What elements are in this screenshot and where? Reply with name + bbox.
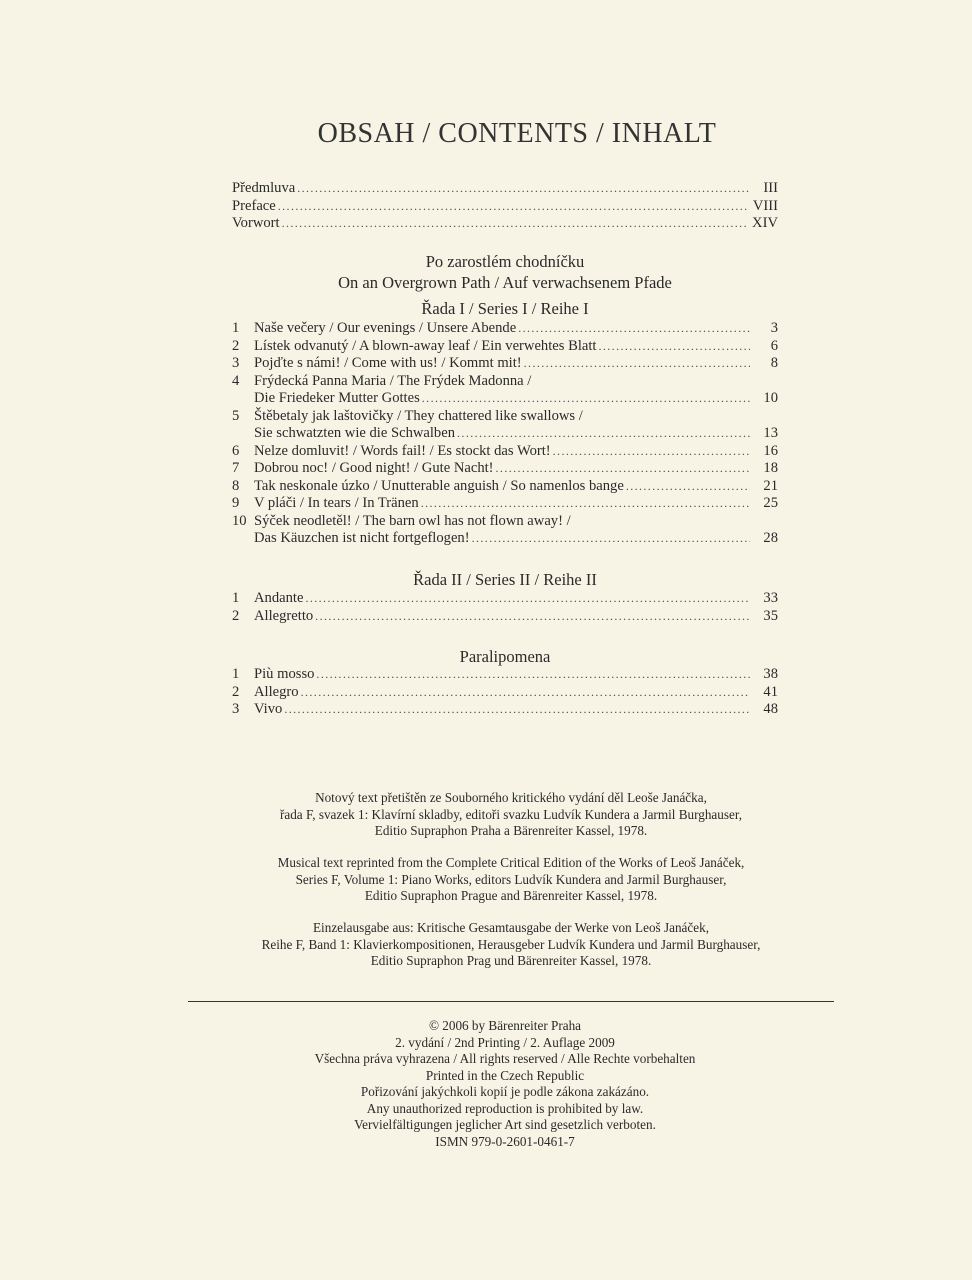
- entry-page: 25: [763, 495, 778, 511]
- note-line: Musical text reprinted from the Complete Critical Edition of the Works of Leoš Janáček,: [277, 855, 745, 870]
- entry-title: Allegro: [254, 683, 299, 700]
- paralipomena-heading: Paralipomena: [459, 647, 551, 666]
- entry-number: 9: [232, 495, 240, 511]
- entry-page: VIII: [752, 197, 778, 214]
- entry-title: Tak neskonale úzko / Unutterable anguish / So namenlos bange: [254, 477, 624, 494]
- note-line: Editio Supraphon Praha a Bärenreiter Kassel, 1978.: [374, 823, 648, 838]
- toc-entry: [232, 355, 778, 373]
- dot-leader: [457, 426, 750, 441]
- imprint-line: Vervielfältigungen jeglicher Art sind gesetzlich verboten.: [354, 1117, 656, 1132]
- work-title-czech: Po zarostlém chodníčku: [425, 252, 585, 271]
- toc-entry: [232, 495, 778, 513]
- toc-entry: [232, 443, 778, 461]
- imprint-line: Any unauthorized reproduction is prohibited by law.: [366, 1100, 644, 1116]
- dot-leader: [422, 391, 750, 406]
- toc-entry: [232, 684, 778, 702]
- entry-title: Dobrou noc! / Good night! / Gute Nacht!: [254, 460, 494, 476]
- entry-number: 10: [232, 512, 247, 529]
- entry-title: Preface: [232, 197, 276, 214]
- toc-entry: [232, 460, 778, 478]
- toc-entry: [232, 198, 778, 216]
- entry-page: 3: [770, 320, 778, 336]
- dot-leader: [626, 479, 750, 494]
- entry-number: 3: [232, 355, 240, 371]
- entry-number: 2: [232, 683, 240, 700]
- entry-title: Allegretto: [254, 607, 314, 624]
- entry-page: XIV: [752, 215, 778, 231]
- entry-title: Nelze domluvit! / Words fail! / Es stockt das Wort!: [254, 442, 551, 459]
- dot-leader: [316, 667, 750, 682]
- entry-page: 18: [763, 460, 778, 476]
- entry-title: Pojďte s námi! / Come with us! / Kommt mit!: [254, 355, 522, 371]
- entry-title: Più mosso: [254, 666, 315, 682]
- toc-entry-line2: [232, 425, 778, 443]
- imprint-line: ISMN 979-0-2601-0461-7: [435, 1133, 575, 1149]
- edition-note-german: [0, 920, 972, 970]
- dot-leader: [496, 461, 750, 476]
- dot-leader: [305, 591, 750, 606]
- page-title: OBSAH / CONTENTS / INHALT: [317, 118, 717, 149]
- front-matter-list: [232, 180, 778, 233]
- toc-entry: [232, 666, 778, 684]
- entry-title-line1: Štěbetaly jak laštovičky / They chattered like swallows /: [254, 407, 583, 424]
- imprint-line: Všechna práva vyhrazena / All rights reserved / Alle Rechte vorbehalten: [314, 1051, 696, 1066]
- series-2-list: [232, 590, 778, 625]
- edition-note-english: [0, 855, 972, 905]
- entry-title-line1: Sýček neodletěl! / The barn owl has not flown away! /: [254, 512, 571, 529]
- toc-entry: [232, 215, 778, 233]
- entry-number: 1: [232, 590, 240, 606]
- divider-line: [188, 1001, 834, 1002]
- toc-entry: [232, 338, 778, 356]
- entry-page: 33: [763, 590, 778, 606]
- edition-note-czech: [0, 790, 972, 840]
- entry-page: 16: [763, 442, 778, 459]
- toc-entry: [232, 608, 778, 626]
- entry-title: Andante: [254, 590, 304, 606]
- entry-number: 5: [232, 407, 240, 424]
- entry-number: 3: [232, 701, 240, 717]
- dot-leader: [278, 199, 747, 214]
- dot-leader: [284, 702, 750, 717]
- entry-title: Sie schwatzten wie die Schwalben: [254, 425, 456, 441]
- imprint: [0, 1018, 972, 1150]
- entry-page: 41: [763, 683, 778, 700]
- note-line: řada F, svazek 1: Klavírní skladby, editoři svazku Ludvík Kundera a Jarmil Burghauser,: [279, 806, 743, 822]
- imprint-line: Printed in the Czech Republic: [425, 1067, 585, 1083]
- entry-number: 6: [232, 442, 240, 459]
- work-title: [232, 251, 778, 293]
- dot-leader: [553, 444, 750, 459]
- dot-leader: [472, 531, 750, 546]
- toc-entry-line1: [232, 408, 778, 426]
- imprint-line: Pořizování jakýchkoli kopií je podle zákona zakázáno.: [360, 1084, 650, 1099]
- toc-entry: [232, 180, 778, 198]
- entry-number: 2: [232, 337, 240, 354]
- toc-entry: [232, 478, 778, 496]
- toc-entry-line1: [232, 373, 778, 391]
- note-line: Editio Supraphon Prag und Bärenreiter Kassel, 1978.: [370, 953, 652, 968]
- entry-title: V pláči / In tears / In Tränen: [254, 495, 419, 511]
- entry-number: 2: [232, 607, 240, 624]
- entry-page: 28: [763, 530, 778, 546]
- dot-leader: [421, 496, 750, 511]
- toc-entry: [232, 590, 778, 608]
- series-2-heading: Řada II / Series II / Reihe II: [413, 570, 597, 589]
- dot-leader: [598, 339, 750, 354]
- entry-title-line1: Frýdecká Panna Maria / The Frýdek Madonna /: [254, 372, 532, 389]
- entry-title: Vivo: [254, 701, 283, 717]
- entry-title: Das Käuzchen ist nicht fortgeflogen!: [254, 530, 470, 546]
- imprint-line: 2. vydání / 2nd Printing / 2. Auflage 2009: [395, 1034, 615, 1050]
- note-line: Reihe F, Band 1: Klavierkompositionen, Herausgeber Ludvík Kundera und Jarmil Burghauser,: [261, 936, 761, 952]
- entry-page: 6: [770, 337, 778, 354]
- entry-title: Naše večery / Our evenings / Unsere Abende: [254, 320, 517, 336]
- note-line: Editio Supraphon Prague and Bärenreiter Kassel, 1978.: [364, 888, 658, 903]
- entry-page: 21: [763, 477, 778, 494]
- entry-page: 38: [763, 666, 778, 682]
- toc-entry: [232, 701, 778, 719]
- dot-leader: [301, 685, 750, 700]
- note-line: Einzelausgabe aus: Kritische Gesamtausgabe der Werke von Leoš Janáček,: [313, 920, 709, 935]
- dot-leader: [282, 216, 746, 231]
- series-1-list: [232, 320, 778, 548]
- entry-number: 4: [232, 372, 240, 389]
- entry-number: 8: [232, 477, 240, 494]
- entry-page: 8: [770, 355, 778, 371]
- imprint-line: © 2006 by Bärenreiter Praha: [428, 1018, 582, 1033]
- entry-title: Die Friedeker Mutter Gottes: [254, 390, 420, 406]
- work-title-translations: On an Overgrown Path / Auf verwachsenem Pfade: [338, 273, 672, 292]
- dot-leader: [297, 181, 750, 196]
- dot-leader: [524, 356, 750, 371]
- entry-number: 7: [232, 460, 240, 476]
- entry-page: 13: [763, 425, 778, 441]
- paralipomena-list: [232, 666, 778, 719]
- entry-title: Předmluva: [232, 180, 296, 196]
- entry-title: Lístek odvanutý / A blown-away leaf / Ein verwehtes Blatt: [254, 337, 597, 354]
- entry-page: 10: [763, 390, 778, 406]
- dot-leader: [518, 321, 750, 336]
- note-line: Series F, Volume 1: Piano Works, editors Ludvík Kundera and Jarmil Burghauser,: [295, 871, 727, 887]
- entry-number: 1: [232, 666, 240, 682]
- toc-entry-line1: [232, 513, 778, 531]
- toc-entry-line2: [232, 390, 778, 408]
- note-line: Notový text přetištěn ze Souborného kritického vydání děl Leoše Janáčka,: [315, 790, 707, 805]
- entry-page: 48: [763, 701, 778, 717]
- entry-page: 35: [763, 607, 778, 624]
- entry-number: 1: [232, 320, 240, 336]
- entry-page: III: [763, 180, 778, 196]
- toc-entry: [232, 320, 778, 338]
- dot-leader: [315, 609, 750, 624]
- toc-entry-line2: [232, 530, 778, 548]
- series-1-heading: Řada I / Series I / Reihe I: [421, 299, 589, 318]
- entry-title: Vorwort: [232, 215, 280, 231]
